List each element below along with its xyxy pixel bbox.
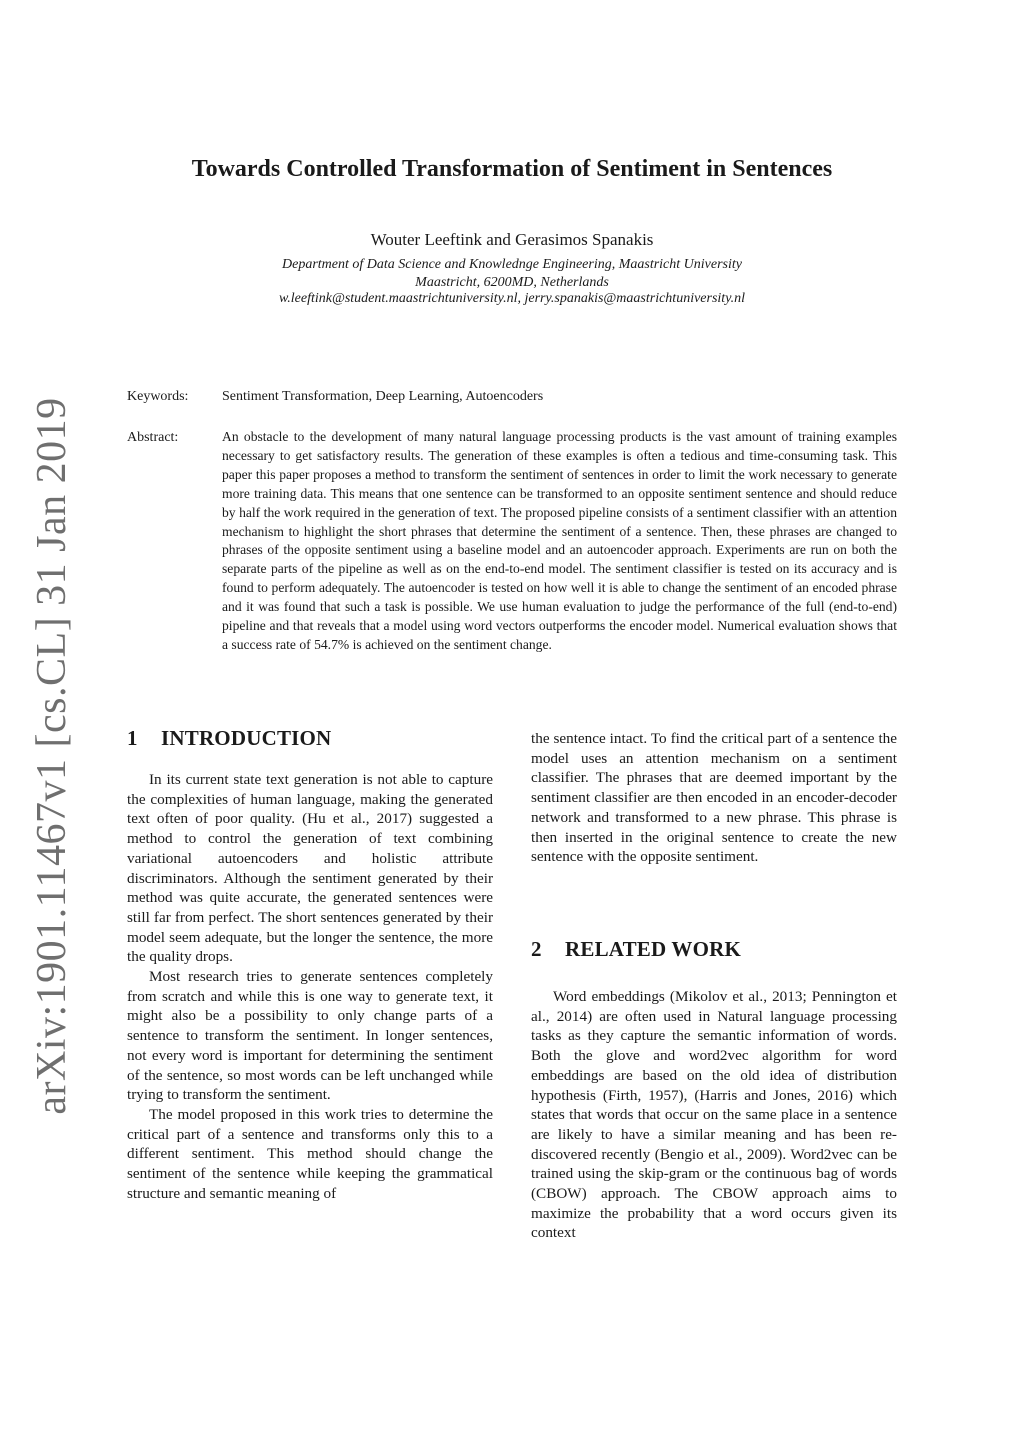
section-number: 2 [531, 937, 542, 961]
section-title: INTRODUCTION [161, 726, 332, 750]
affiliation-department: Department of Data Science and Knowlednge Engineering, Maastricht University [282, 257, 742, 272]
introduction-right-column [531, 729, 897, 867]
section-heading-related-work [531, 937, 741, 962]
abstract-label: Abstract: [127, 430, 179, 445]
section-heading-introduction [127, 726, 331, 751]
section-number: 1 [127, 726, 138, 750]
paragraph: In its current state text generation is not able to capture the complexities of human language, making the generated text often of poor quality. (Hu et al., 2017) suggested a method to control the generation of text combining variational autoencoders and holistic attribute discriminators. Although the sentiment generated by their method was quite accurate, the generated sentences were still far from perfect. The short sentences generated by their model seem adequate, but the longer the sentence, the more the quality drops. [127, 771, 493, 966]
affiliation-address: Maastricht, 6200MD, Netherlands [415, 275, 609, 290]
keywords-label: Keywords: [127, 389, 189, 404]
affiliation-emails: w.leeftink@student.maastrichtuniversity.nl, jerry.spanakis@maastrichtuniversity.nl [278, 291, 746, 306]
author-names: Wouter Leeftink and Gerasimos Spanakis [370, 230, 654, 249]
related-work-column [531, 987, 897, 1243]
section-title: RELATED WORK [565, 937, 742, 961]
paragraph: Word embeddings (Mikolov et al., 2013; Pennington et al., 2014) are often used in Natural language processing tasks as they capture the semantic information of words. Both the glove and word2vec algorithm for word embeddings are based on the old idea of distribution hypothesis (Firth, 1957), (Harris and Jones, 2016) which states that words that occur on the same place in a sentence are likely to have a similar meaning and has been re-discovered recently (Bengio et al., 2009). Word2vec can be trained using the skip-gram or the continuous bag of words (CBOW) approach. The CBOW approach aims to maximize the probability that a word occurs given its context [531, 988, 897, 1242]
abstract-text: An obstacle to the development of many natural language processing products is the vast amount of training examples necessary to get satisfactory results. The generation of these examples is often a tedious and time-consuming task. This paper this paper proposes a method to transform the sentiment of sentences in order to limit the work necessary to generate more training data. This means that one sentence can be transformed to an opposite sentiment sentence and should reduce by half the work required in the generation of text. The proposed pipeline consists of a sentiment classifier with an attention mechanism to highlight the short phrases that determine the sentiment of a sentence. Then, these phrases are changed to phrases of the opposite sentiment using a baseline model and an autoencoder approach. Experiments are run on both the separate parts of the pipeline as well as on the end-to-end model. The sentiment classifier is tested on its accuracy and is found to perform adequately. The autoencoder is tested on how well it is able to change the sentiment of an encoded phrase and it was found that such a task is possible. We use human evaluation to judge the performance of the full (end-to-end) pipeline and that reveals that a model using word vectors outperforms the encoder model. Numerical evaluation shows that a success rate of 54.7% is achieved on the sentiment change. [222, 429, 897, 652]
introduction-left-column [127, 770, 493, 1203]
paragraph: Most research tries to generate sentences completely from scratch and while this is one way to generate text, it might also be a possibility to only change parts of a sentence to transform the sentiment. In longer sentences, not every word is important for determining the sentiment of the sentence, so most words can be left unchanged while trying to transform the sentiment. [127, 968, 493, 1104]
paragraph: The model proposed in this work tries to determine the critical part of a sentence and transforms only this to a different sentiment. This method should change the sentiment of the sentence while keeping the grammatical structure and semantic meaning of [127, 1105, 493, 1202]
paper-title: Towards Controlled Transformation of Sentiment in Sentences [191, 156, 833, 182]
paragraph-continued: the sentence intact. To find the critical part of a sentence the model uses an attention mechanism on a sentiment classifier. The phrases that are deemed important by the sentiment classifier are then encoded in an encoder-decoder network and transformed to a new phrase. This phrase is then inserted in the original sentence to create the new sentence with the opposite sentiment. [531, 730, 897, 866]
keywords-text: Sentiment Transformation, Deep Learning, Autoencoders [222, 389, 544, 404]
arxiv-identifier: arXiv:1901.11467v1 [cs.CL] 31 Jan 2019 [29, 397, 75, 1115]
